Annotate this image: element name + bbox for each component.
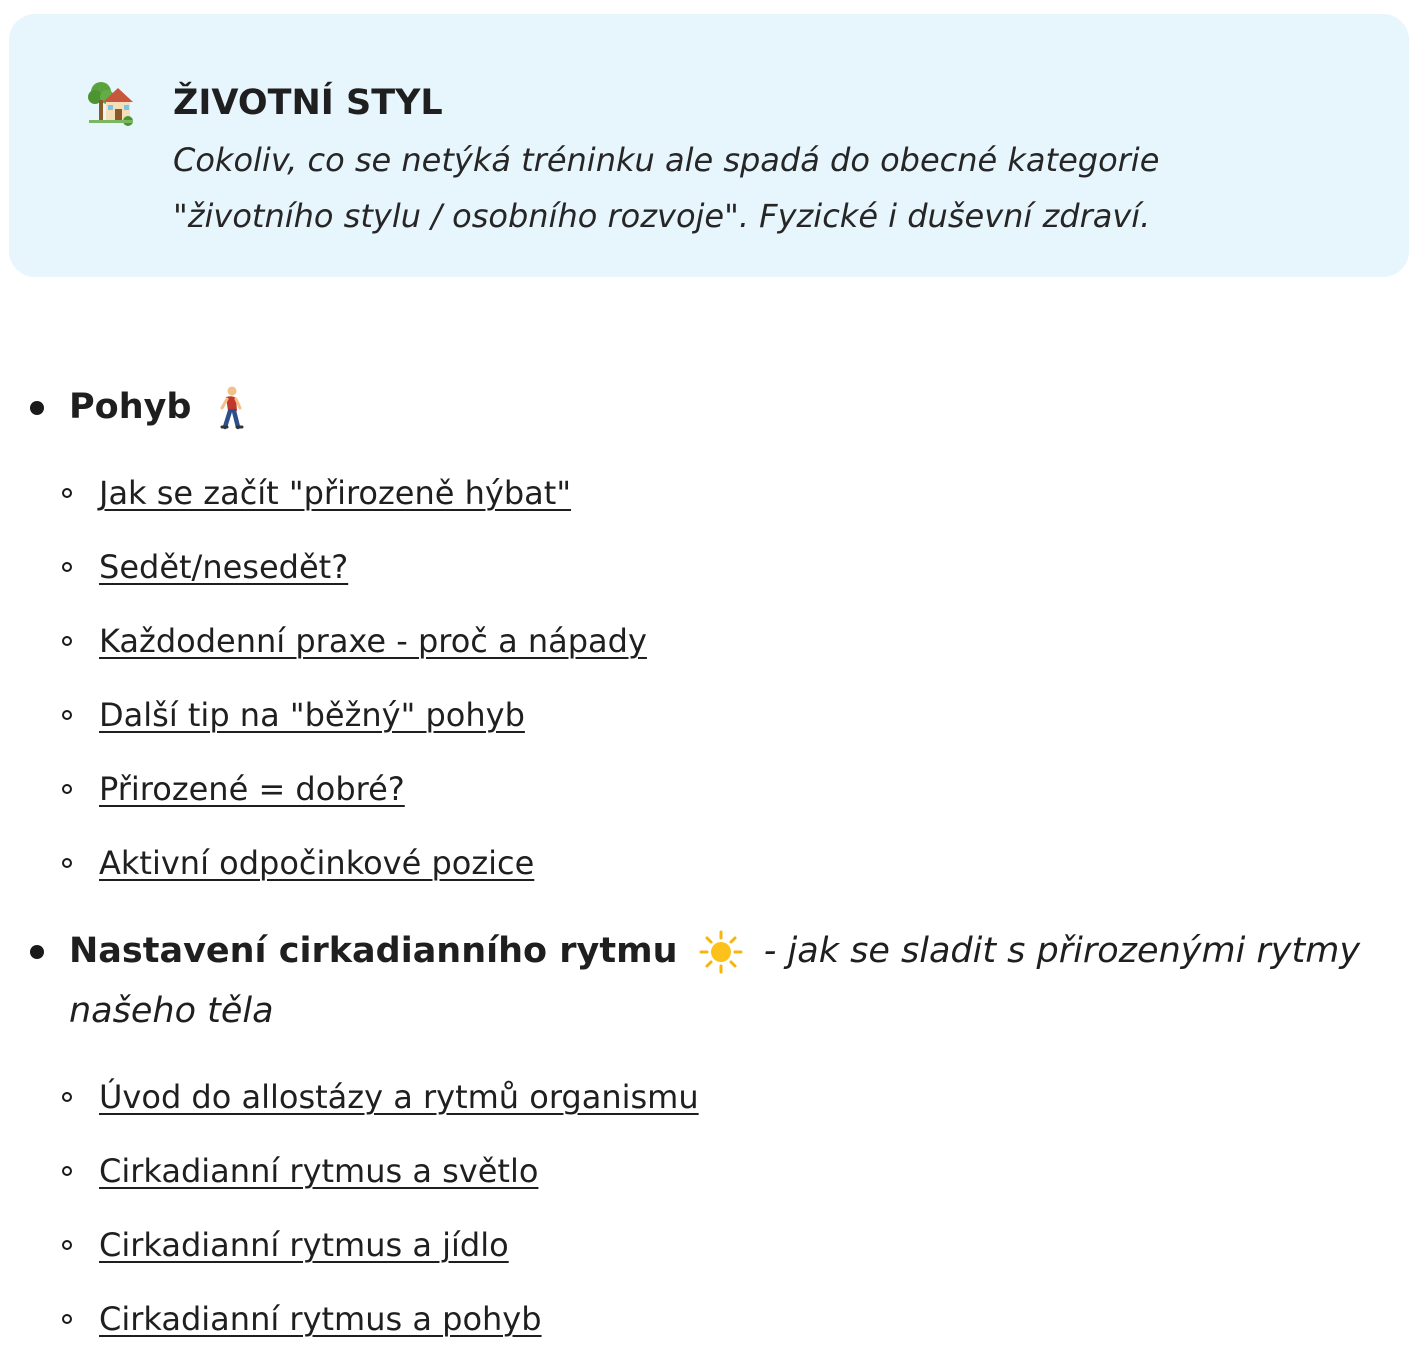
bullet-circle [62,710,72,720]
list-item [0,543,1417,593]
topic-title: Pohyb [69,387,192,427]
list-item [0,617,1417,667]
bullet-circle [62,562,72,572]
link-kazdodenni-praxe[interactable]: Každodenní praxe - proč a nápady [99,622,647,660]
list-item [0,1073,1417,1123]
bullet-circle [62,858,72,868]
list-item [0,1147,1417,1197]
callout-description-line: "životního stylu / osobního rozvoje". Fyzické i duševní zdraví. [173,197,1151,235]
link-rytmus-jidlo[interactable]: Cirkadianní rytmus a jídlo [99,1226,509,1264]
list-item [0,469,1417,519]
link-rytmus-svetlo[interactable]: Cirkadianní rytmus a světlo [99,1152,539,1190]
topic-subtitle-continued [69,981,274,1041]
link-prirozene-dobre[interactable]: Přirozené = dobré? [99,770,405,808]
person-walking-icon [213,386,249,430]
topic-heading-pohyb [69,377,259,437]
bullet-circle [62,1314,72,1324]
link-uvod-allostaza[interactable]: Úvod do allostázy a rytmů organismu [99,1078,699,1116]
topic-subtitle: našeho těla [69,991,274,1031]
bullet-circle [62,1240,72,1250]
bullet-disc [30,401,44,415]
list-item [0,765,1417,815]
sun-icon [699,930,743,974]
bullet-circle [62,488,72,498]
callout-description-line: Cokoliv, co se netýká tréninku ale spadá do obecné kategorie [173,141,1160,179]
list-item [0,1221,1417,1271]
list-item [0,839,1417,889]
bullet-circle [62,1092,72,1102]
topic-heading-cirkadianni [69,921,1360,981]
topic-title: Nastavení cirkadianního rytmu [69,931,678,971]
callout-box [9,14,1409,277]
callout-title: ŽIVOTNÍ STYL [173,83,443,123]
topic-subtitle: - jak se sladit s přirozenými rytmy [763,931,1361,971]
link-prirozene-hybat[interactable]: Jak se začít "přirozeně hýbat" [99,474,572,512]
link-rytmus-pohyb[interactable]: Cirkadianní rytmus a pohyb [99,1300,542,1338]
link-aktivni-pozice[interactable]: Aktivní odpočinkové pozice [99,844,535,882]
list-item [0,691,1417,741]
bullet-circle [62,636,72,646]
list-item [0,1295,1417,1345]
link-dalsi-tip[interactable]: Další tip na "běžný" pohyb [99,696,525,734]
callout-description [173,132,1323,244]
bullet-disc [30,945,44,959]
house-with-garden-icon [85,78,135,128]
link-sedet-nesedet[interactable]: Sedět/nesedět? [99,548,349,586]
bullet-circle [62,1166,72,1176]
bullet-circle [62,784,72,794]
